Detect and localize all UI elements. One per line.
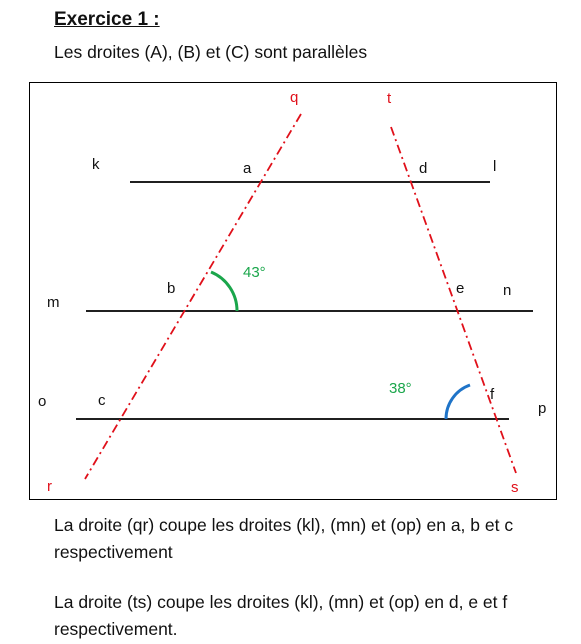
angle-arc-f <box>446 385 470 419</box>
secant-ts <box>391 127 516 473</box>
label-c: c <box>98 392 106 409</box>
angle-arc-b <box>211 272 237 311</box>
exercise-subtitle: Les droites (A), (B) et (C) sont parallèles <box>54 42 368 62</box>
label-d: d <box>419 160 428 177</box>
label-n: n <box>503 282 512 299</box>
label-r: r <box>47 478 52 495</box>
label-e: e <box>456 280 465 297</box>
label-p: p <box>538 400 547 417</box>
figure-frame <box>29 82 557 500</box>
label-a: a <box>243 160 252 177</box>
exercise-title: Exercice 1 : <box>54 9 160 30</box>
label-f: f <box>490 386 495 403</box>
secant-qr <box>85 114 301 479</box>
geometry-figure <box>30 83 557 500</box>
label-m: m <box>47 294 60 311</box>
label-t: t <box>387 90 392 107</box>
label-l: l <box>493 158 497 175</box>
label-k: k <box>92 156 100 173</box>
label-b: b <box>167 280 176 297</box>
label-q: q <box>290 89 299 106</box>
angle-value-f: 38° <box>389 380 412 397</box>
label-o: o <box>38 393 47 410</box>
angle-value-b: 43° <box>243 264 266 281</box>
label-s: s <box>511 479 519 496</box>
paragraph-qr: La droite (qr) coupe les droites (kl), (mn) et (op) en a, b et c respectivement <box>54 515 514 562</box>
paragraph-ts: La droite (ts) coupe les droites (kl), (mn) et (op) en d, e et f respectivement. <box>54 592 508 639</box>
